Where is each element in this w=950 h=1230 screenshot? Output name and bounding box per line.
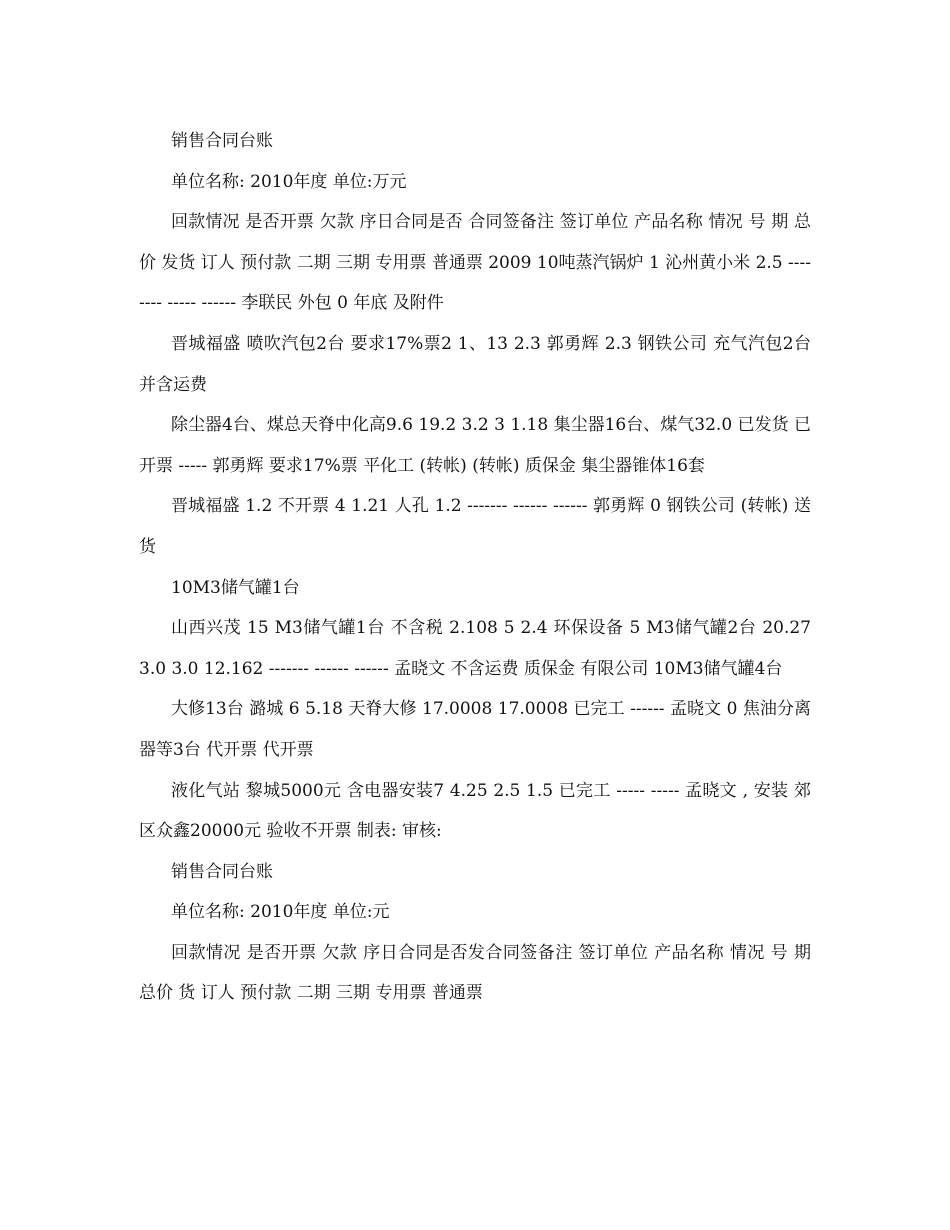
unit-line-repeat: 单位名称: 2010年度 单位:元: [171, 902, 390, 923]
record-paragraph: 大修13台 潞城 6 5.18 天脊大修 17.0008 17.0008 已完工 ------ 孟晓文 0 焦油分离器等3台 代开票 代开票: [139, 699, 811, 760]
record-paragraph: 液化气站 黎城5000元 含电器安装7 4.25 2.5 1.5 已完工 ----- ----- 孟晓文 , 安装 郊区众鑫20000元 验收不开票 制表: 审核:: [139, 780, 811, 842]
record-paragraph: 除尘器4台、煤总天脊中化高9.6 19.2 3.2 3 1.18 集尘器16台、煤气32.0 已发货 已开票 ----- 郭勇辉 要求17%票 平化工 (转帐) (转帐) 质保金 集尘器锥体16套: [139, 415, 811, 476]
record-paragraph: 山西兴茂 15 M3储气罐1台 不含税 2.108 5 2.4 环保设备 5 M3储气罐2台 20.27 3.0 3.0 12.162 ------- ------ ------ 孟晓文 不含运费 质保金 有限公司 10M3储气罐4台: [139, 618, 811, 679]
header-paragraph-repeat: 回款情况 是否开票 欠款 序日合同是否发合同签备注 签订单位 产品名称 情况 号 期 总价 货 订人 预付款 二期 三期 专用票 普通票: [139, 942, 811, 1004]
document-title-repeat: 销售合同台账: [171, 861, 273, 882]
document-title: 销售合同台账: [171, 131, 273, 151]
record-paragraph: 晋城福盛 1.2 不开票 4 1.21 人孔 1.2 ------- ------ ------ 郭勇辉 0 钢铁公司 (转帐) 送 货: [139, 496, 811, 557]
document-body: [139, 121, 811, 1014]
record-paragraph: 10M3储气罐1台: [171, 577, 300, 598]
record-paragraph: 晋城福盛 喷吹汽包2台 要求17%票2 1、13 2.3 郭勇辉 2.3 钢铁公司 充气汽包2台 并含运费: [139, 333, 811, 395]
header-paragraph: 回款情况 是否开票 欠款 序日合同是否 合同签备注 签订单位 产品名称 情况 号 期 总价 发货 订人 预付款 二期 三期 专用票 普通票 2009 10吨蒸汽锅炉 1 沁州黄小米 2.5 -------- ----- ------ 李联民 外包 0 年底 及附件: [139, 212, 811, 314]
unit-line: 单位名称: 2010年度 单位:万元: [171, 171, 407, 192]
